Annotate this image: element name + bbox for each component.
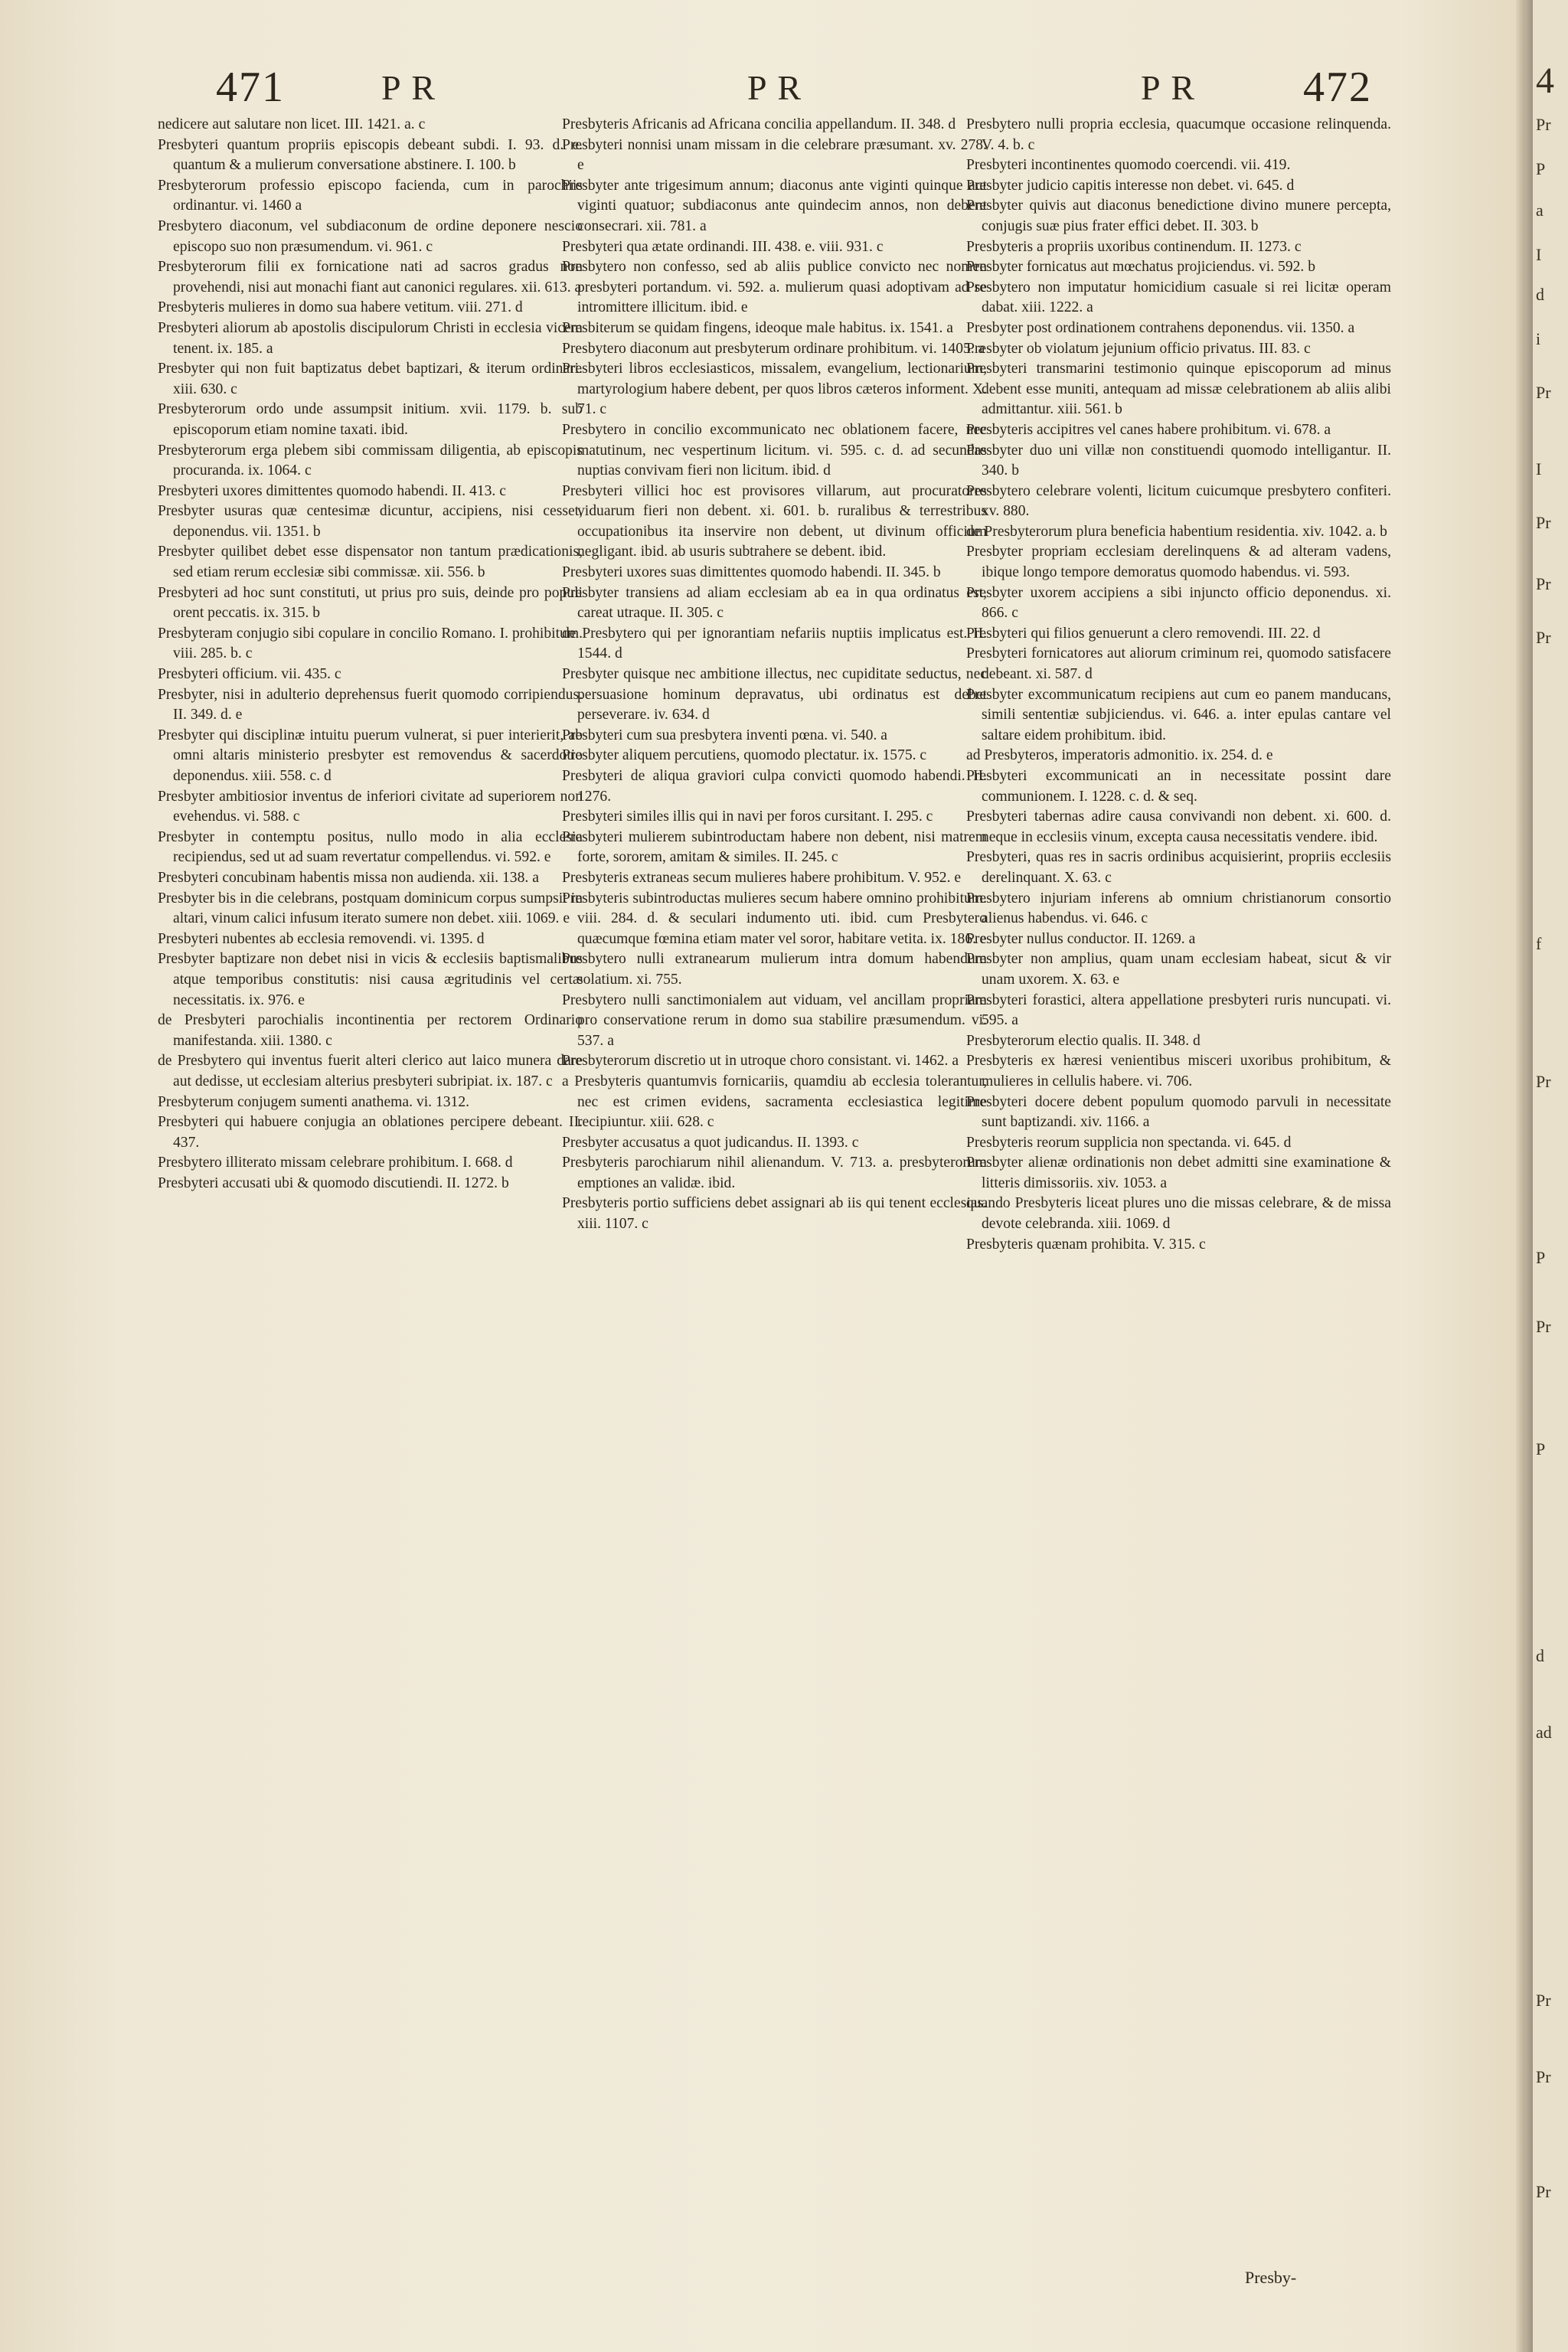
next-page-fragment: P [1536,1439,1546,1459]
next-page-fragment: Pr [1536,115,1551,134]
index-entry: Presbytero nulli sanctimonialem aut viduam, vel ancillam propriam pro conservatione rerum in domo sua stabilire præsumendum. vi. 537. a [562,991,987,1049]
next-page-fragment: Pr [1536,574,1551,593]
binding-shadow [1516,0,1533,2352]
index-entry: Presbyter qui non fuit baptizatus debet baptizari, & iterum ordinari. xiii. 630. c [158,361,583,397]
index-entry: Presbyter ob violatum jejunium officio privatus. III. 83. c [966,340,1311,357]
catchword: Presby- [1245,2268,1297,2287]
index-entry: Presbyteri, quas res in sacris ordinibus acquisierint, propriis ecclesiis derelinquant. X. 63. c [966,849,1391,886]
index-entry: Presbyter ante trigesimum annum; diaconus ante viginti quinque aut viginti quatuor; subdiaconus ante quindecim annos, non debent consecrari. xii. 781. a [562,177,987,234]
index-entry: Presbyter ambitiosior inventus de inferiori civitate ad superiorem non evehendus. vi. 588. c [158,788,583,825]
index-entry: Presbyteram conjugio sibi copulare in concilio Romano. I. prohibitum. viii. 285. b. c [158,625,583,662]
index-entry: Presbyteri uxores dimittentes quomodo habendi. II. 413. c [158,482,506,499]
center-running-head: P R [747,68,803,107]
index-entry: Presbyteris ex hæresi venientibus misceri uxoribus prohibitum, & mulieres in cellulis habere. vi. 706. [966,1053,1391,1089]
index-entry: Presbyteris subintroductas mulieres secum habere omnino prohibitum. viii. 284. d. & seculari indumento uti. ibid. cum Presbytero quæcumque fœmina etiam mater vel soror, habitare vetita. ix. 186. e [562,890,987,947]
index-entry: Presbyter uxorem accipiens a sibi injuncto officio deponendus. xi. 866. c [966,584,1391,622]
index-entry: Presbyteri cum sua presbytera inventi pœna. vi. 540. a [562,727,887,743]
index-column-left [158,115,583,1194]
next-page-fragment: Pr [1536,2067,1551,2086]
next-page-fragment: Pr [1536,1991,1551,2010]
index-entry: Presbyteri tabernas adire causa convivandi non debent. xi. 600. d. neque in ecclesiis vinum, excepta causa necessitatis vendere. ibid. [966,808,1391,845]
index-entry: Presbytero injuriam inferens ab omnium christianorum consortio alienus habendus. vi. 646. c [966,890,1391,927]
next-page-edge [1533,0,1568,2352]
index-entry: nedicere aut salutare non licet. III. 1421. a. c [158,116,426,132]
index-entry: Presbyter nullus conductor. II. 1269. a [966,930,1196,947]
index-entry: Presbyteri aliorum ab apostolis discipulorum Christi in ecclesia vicem tenent. ix. 185. a [158,319,583,357]
index-entry: Presbyteri quantum propriis episcopis debeant subdi. I. 93. d. e. quantum & a mulierum conversatione abstinere. I. 100. b [158,136,583,174]
index-entry: Presbytero non confesso, sed ab aliis publice convicto nec nomen presbyteri portandum. vi. 592. a. mulierum quasi adoptivam ad se intromittere illicitum. ibid. e [562,259,987,316]
index-entry: Presbyteri similes illis qui in navi per foros cursitant. I. 295. c [562,808,933,825]
index-entry: a Presbyteris quantumvis fornicariis, quamdiu ab ecclesia tolerantur, nec est crimen evidens, sacramenta ecclesiastica legitime recipiuntur. xiii. 628. c [562,1073,987,1131]
index-entry: Presbyterorum discretio ut in utroque choro consistant. vi. 1462. a [562,1053,959,1070]
right-page-number: 472 [1303,64,1372,111]
index-entry: Presbytero illiterato missam celebrare prohibitum. I. 668. d [158,1155,513,1171]
index-entry: Presbyteri qui filios genuerunt a clero removendi. III. 22. d [966,625,1321,642]
index-entry: Presbyteris quænam prohibita. V. 315. c [966,1236,1206,1253]
index-entry: Presbyter judicio capitis interesse non debet. vi. 645. d [966,177,1295,194]
index-entry: Presbyterorum erga plebem sibi commissam diligentia, ab episcopis procuranda. ix. 1064. c [158,442,583,479]
index-entry: Presbyterorum electio qualis. II. 348. d [966,1032,1200,1049]
index-entry: Presbyter bis in die celebrans, postquam dominicum corpus sumpsit in altari, vinum calici infusum iterato sumere non debet. xiii. 1069. e [158,890,583,927]
index-entry: Presbyteri ad hoc sunt constituti, ut prius pro suis, deinde pro populi orent peccatis. ix. 315. b [158,584,583,622]
index-entry: Presbyterorum ordo unde assumpsit initium. xvii. 1179. b. sub episcoporum etiam nomine taxati. ibid. [158,401,583,438]
index-entry: Presbyteri nubentes ab ecclesia removendi. vi. 1395. d [158,930,485,947]
index-entry: Presbyteri uxores suas dimittentes quomodo habendi. II. 345. b [562,564,941,581]
index-entry: Presbyterorum filii ex fornicatione nati ad sacros gradus non provehendi, nisi aut monachi fiant aut canonici regulares. xii. 613. a [158,259,583,296]
index-entry: Presbyteris accipitres vel canes habere prohibitum. vi. 678. a [966,421,1331,438]
index-entry: de Presbytero qui inventus fuerit alteri clerico aut laico munera dare aut dedisse, ut ecclesiam alterius presbyteri subripiat. ix. 187. c [158,1053,583,1089]
index-entry: Presbyteri qua ætate ordinandi. III. 438. e. viii. 931. c [562,238,884,255]
next-page-fragment: Pr [1536,628,1551,647]
index-entry: Presbytero diaconum aut presbyterum ordinare prohibitum. vi. 1405. a [562,340,985,357]
index-entry: Presbiterum se quidam fingens, ideoque male habitus. ix. 1541. a [562,319,953,336]
index-entry: Presbyter alienæ ordinationis non debet admitti sine examinatione & litteris dimissoriis. xiv. 1053. a [966,1155,1391,1191]
index-entry: Presbyteri officium. vii. 435. c [158,666,341,683]
next-page-fragment: Pr [1536,513,1551,532]
index-entry: Presbyteri incontinentes quomodo coercendi. vii. 419. [966,157,1291,174]
next-page-fragment: a [1536,201,1544,220]
next-page-fragment: Pr [1536,1072,1551,1091]
index-entry: Presbyteri accusati ubi & quomodo discutiendi. II. 1272. b [158,1174,509,1191]
index-entry: Presbytero in concilio excommunicato nec oblationem facere, nec matutinum, nec vespertinum licitum. vi. 595. c. d. ad secundas nuptias convivam fieri non licitum. ibid. d [562,421,987,479]
next-page-fragment: d [1536,285,1544,304]
index-entry: de Presbytero qui per ignorantiam nefariis nuptiis implicatus est. II. 1544. d [562,625,987,662]
index-entry: Presbyter quivis aut diaconus benedictione divino munere percepta, conjugis suæ pius frater effici debet. II. 303. b [966,198,1391,234]
next-page-fragment: P [1536,159,1546,178]
right-running-head: P R [1141,68,1197,107]
next-page-fragment: i [1536,329,1541,348]
index-column-middle [562,115,987,1235]
index-entry: Presbyterorum professio episcopo facienda, cum in parochiis ordinantur. vi. 1460 a [158,177,583,214]
index-entry: Presbytero diaconum, vel subdiaconum de ordine deponere nescio episcopo suo non præsumendum. vi. 961. c [158,217,583,255]
index-entry: Presbyteris Africanis ad Africana concilia appellandum. II. 348. d [562,116,956,132]
index-entry: Presbyteris a propriis uxoribus continendum. II. 1273. c [966,238,1302,255]
index-entry: Presbyter transiens ad aliam ecclesiam ab ea in qua ordinatus est, careat utraque. II. 305. c [562,584,987,622]
index-entry: Presbyteri concubinam habentis missa non audienda. xii. 138. a [158,869,539,886]
index-entry: Presbyter post ordinationem contrahens deponendus. vii. 1350. a [966,319,1355,336]
index-entry: Presbyter quilibet debet esse dispensator non tantum prædicationis, sed etiam rerum ecclesiæ sibi commissæ. xii. 556. b [158,544,583,581]
index-entry: Presbyteri villici hoc est provisores villarum, aut procuratores viduarum fieri non debent. xi. 601. b. ruralibus & terrestribus occupationibus ita inservire non debent, ut divinum officium negligant. ibid. ab usuris subtrahere se debent. ibid. [562,482,987,560]
index-entry: Presbyter propriam ecclesiam derelinquens & ad alteram vadens, ibique longo tempore demoratus quomodo habendus. vi. 593. [966,544,1391,581]
index-column-right [966,115,1391,1255]
index-entry: Presbyter, nisi in adulterio deprehensus fuerit quomodo corripiendus. II. 349. d. e [158,686,583,724]
index-entry: Presbyter baptizare non debet nisi in vicis & ecclesiis baptismalibus atque temporibus constitutis: nisi causa ægritudinis vel certæ necessitatis. ix. 976. e [158,951,583,1008]
index-entry: Presbytero nulli extranearum mulierum intra domum habendum solatium. xi. 755. [562,951,987,988]
next-page-fragment: d [1536,1646,1544,1665]
index-entry: Presbytero celebrare volenti, licitum cuicumque presbytero confiteri. xv. 880. [966,482,1391,520]
index-entry: Presbyter duo uni villæ non constituendi quomodo intelligantur. II. 340. b [966,442,1391,479]
index-entry: Presbyteri mulierem subintroductam habere non debent, nisi matrem forte, sororem, amitam & similes. II. 245. c [562,828,987,866]
index-entry: Presbyteris portio sufficiens debet assignari ab iis qui tenent ecclesias. xiii. 1107. c [562,1195,987,1233]
next-page-fragment: ad [1536,1723,1552,1742]
index-entry: Presbyteri excommunicati an in necessitate possint dare communionem. I. 1228. c. d. & seq. [966,768,1391,805]
left-page-number: 471 [216,64,285,111]
index-entry: quando Presbyteris liceat plures uno die missas celebrare, & de missa devote celebranda. xiii. 1069. d [966,1195,1391,1233]
index-entry: Presbyteri nonnisi unam missam in die celebrare præsumant. xv. 278. e [562,136,987,174]
index-entry: Presbyter aliquem percutiens, quomodo plectatur. ix. 1575. c [562,747,927,764]
left-running-head: P R [381,68,437,107]
index-entry: ad Presbyteros, imperatoris admonitio. ix. 254. d. e [966,747,1273,764]
index-entry: Presbyteris extraneas secum mulieres habere prohibitum. V. 952. e [562,869,962,886]
next-page-fragment: Pr [1536,383,1551,402]
index-entry: Presbyteri libros ecclesiasticos, missalem, evangelium, lectionarium, martyrologium habere debent, per quos libros cæteros informent. X. 71. c [562,361,987,418]
index-entry: Presbyteris parochiarum nihil alienandum. V. 713. a. presbyterorum emptiones an validæ. ibid. [562,1155,987,1191]
index-entry: Presbyteri fornicatores aut aliorum criminum rei, quomodo satisfacere debeant. xi. 587. d [966,645,1391,683]
index-entry: Presbyterum conjugem sumenti anathema. vi. 1312. [158,1093,470,1110]
index-entry: Presbyter in contemptu positus, nullo modo in alia ecclesia recipiendus, sed ut ad suam revertatur compellendus. vi. 592. e [158,828,583,866]
index-entry: de Presbyterorum plura beneficia habentium residentia. xiv. 1042. a. b [966,523,1387,540]
index-entry: Presbyter quisque nec ambitione illectus, nec cupiditate seductus, nec persuasione hominum depravatus, ubi ordinatus est debet perseverare. iv. 634. d [562,666,987,724]
index-entry: de Presbyteri parochialis incontinentia per rectorem Ordinario manifestanda. xiii. 1380. c [158,1012,583,1049]
index-entry: Presbyter accusatus a quot judicandus. II. 1393. c [562,1134,859,1151]
index-entry: Presbyteris reorum supplicia non spectanda. vi. 645. d [966,1134,1292,1151]
next-page-fragment: 4 [1536,60,1554,101]
index-entry: Presbyter fornicatus aut mœchatus projiciendus. vi. 592. b [966,259,1316,276]
index-entry: Presbytero nulli propria ecclesia, quacumque occasione relinquenda. V. 4. b. c [966,116,1391,153]
next-page-fragment: I [1536,459,1542,479]
index-entry: Presbyteri forastici, altera appellatione presbyteri ruris nuncupati. vi. 595. a [966,991,1391,1029]
next-page-fragment: P [1536,1248,1546,1267]
index-entry: Presbyter usuras quæ centesimæ dicuntur, accipiens, nisi cesset, deponendus. vii. 1351. b [158,503,583,540]
index-entry: Presbyter non amplius, quam unam ecclesiam habeat, sicut & vir unam uxorem. X. 63. e [966,951,1391,988]
index-entry: Presbyteri qui habuere conjugia an oblationes percipere debeant. II. 437. [158,1114,583,1151]
index-entry: Presbyteris mulieres in domo sua habere vetitum. viii. 271. d [158,299,523,316]
index-entry: Presbytero non imputatur homicidium casuale si rei licitæ operam dabat. xiii. 1222. a [966,279,1391,316]
index-entry: Presbyteri de aliqua graviori culpa convicti quomodo habendi. II. 1276. [562,768,987,805]
index-entry: Presbyteri docere debent populum quomodo parvuli in necessitate sunt baptizandi. xiv. 1166. a [966,1093,1391,1131]
next-page-fragment: I [1536,245,1542,264]
index-entry: Presbyteri transmarini testimonio quinque episcoporum ad minus debent esse muniti, antequam ad missæ celebrationem ab aliis alibi admittantur. xiii. 561. b [966,361,1391,418]
index-entry: Presbyter qui disciplinæ intuitu puerum vulnerat, si puer interierit, ab omni altaris ministerio presbyter est removendus & sacerdotio deponendus. xiii. 558. c. d [158,727,583,784]
next-page-fragment: Pr [1536,1317,1551,1336]
index-entry: Presbyter excommunicatum recipiens aut cum eo panem manducans, simili sententiæ subjiciendus. vi. 646. a. inter epulas cantare vel saltare eidem prohibitum. ibid. [966,686,1391,743]
next-page-fragment: f [1536,934,1542,953]
next-page-fragment: Pr [1536,2182,1551,2201]
